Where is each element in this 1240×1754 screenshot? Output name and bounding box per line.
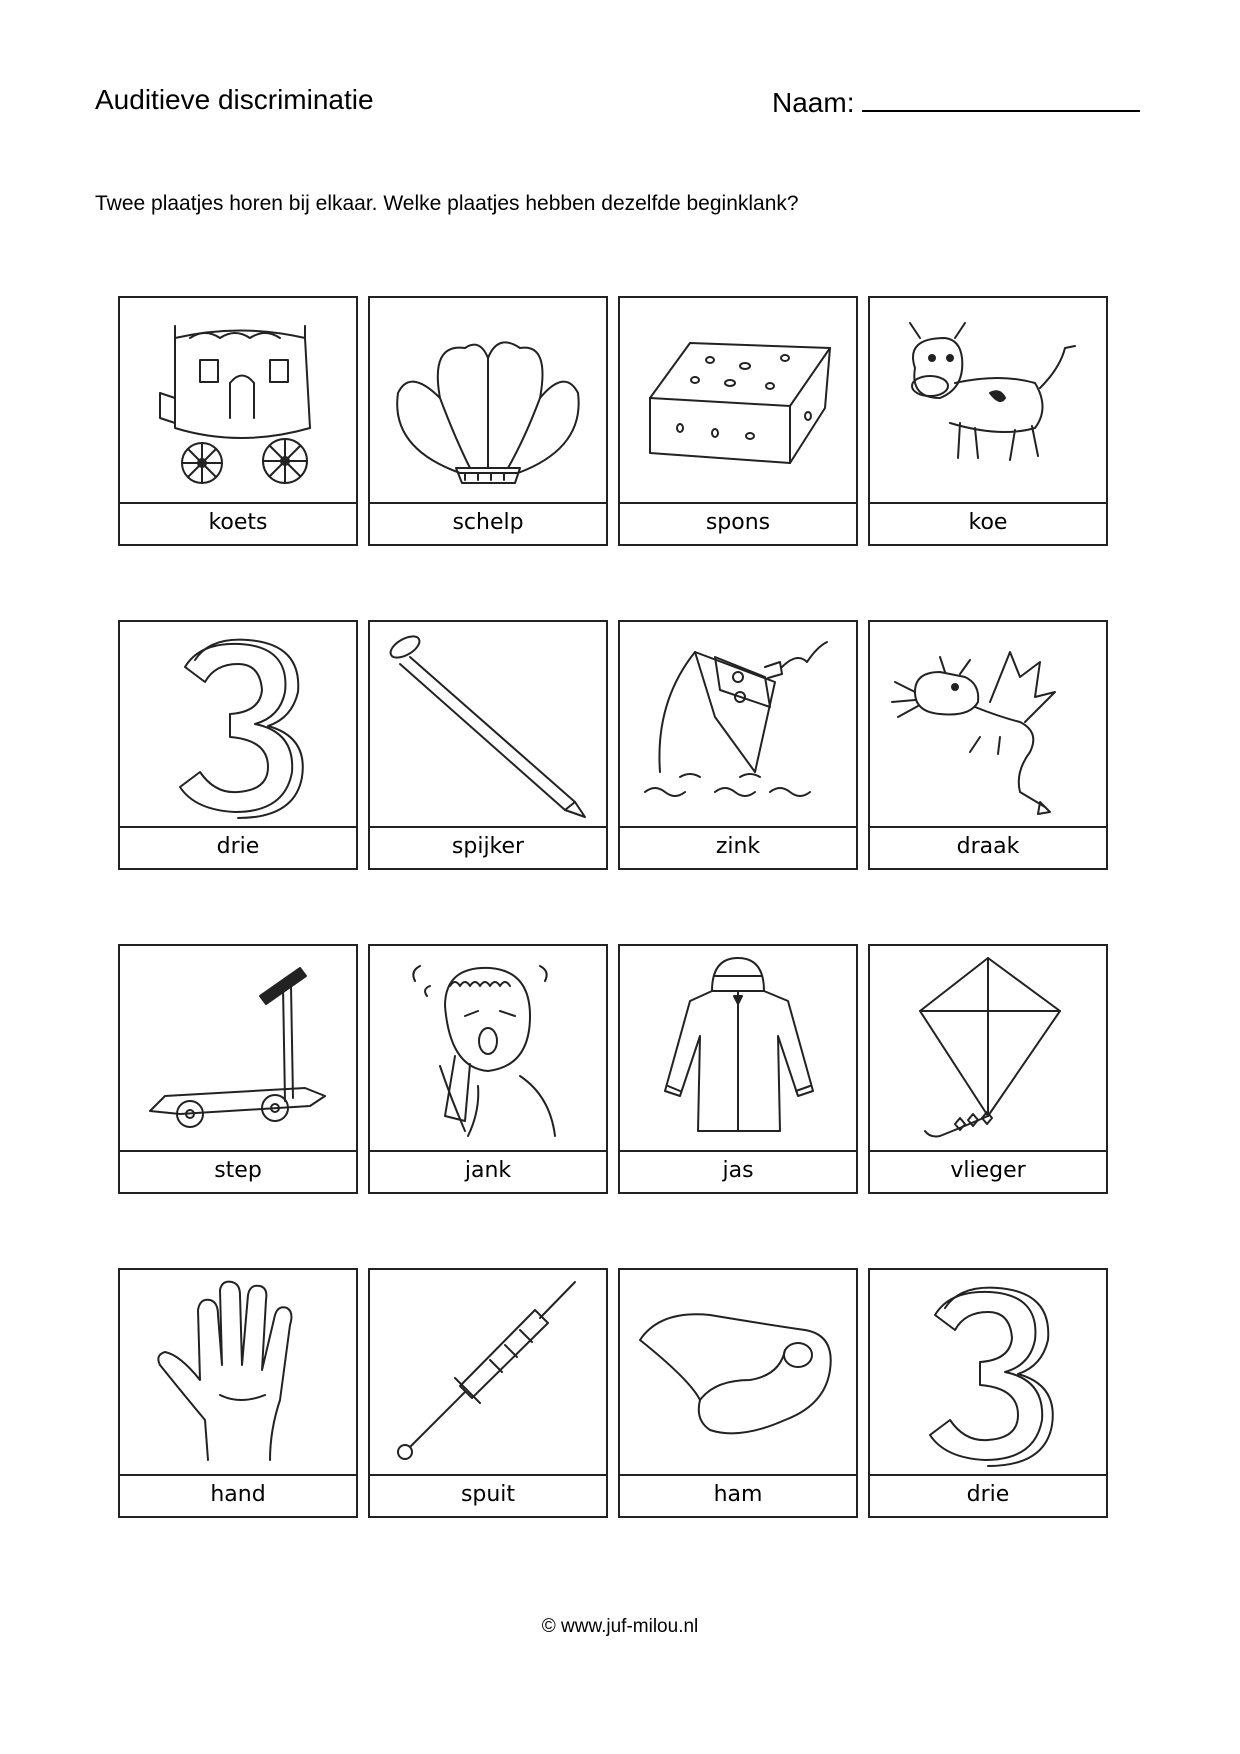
picture-label: drie	[870, 1474, 1106, 1516]
worksheet-title: Auditieve discriminatie	[95, 84, 374, 115]
picture-card[interactable]	[868, 944, 1108, 1194]
kite-icon	[870, 946, 1106, 1152]
sinking-ship-icon	[620, 622, 856, 828]
copyright-footer: © www.juf-milou.nl	[541, 1616, 699, 1637]
number-three-icon	[870, 1270, 1106, 1476]
name-line[interactable]	[862, 84, 1140, 112]
picture-label: ham	[620, 1474, 856, 1516]
cow-icon	[870, 298, 1106, 504]
sponge-icon	[620, 298, 856, 504]
picture-card[interactable]	[118, 296, 358, 546]
picture-label: vlieger	[870, 1150, 1106, 1192]
name-label: Naam:	[772, 87, 855, 118]
nail-icon	[370, 622, 606, 828]
picture-card[interactable]	[118, 620, 358, 870]
scooter-icon	[120, 946, 356, 1152]
picture-label: step	[120, 1150, 356, 1192]
picture-card[interactable]	[618, 620, 858, 870]
carriage-icon	[120, 298, 356, 504]
picture-label: jas	[620, 1150, 856, 1192]
picture-label: spijker	[370, 826, 606, 868]
picture-card[interactable]	[868, 1268, 1108, 1518]
ham-icon	[620, 1270, 856, 1476]
syringe-icon	[370, 1270, 606, 1476]
picture-card[interactable]	[368, 620, 608, 870]
picture-label: spuit	[370, 1474, 606, 1516]
picture-label: koets	[120, 502, 356, 544]
picture-label: jank	[370, 1150, 606, 1192]
dragon-icon	[870, 622, 1106, 828]
picture-label: zink	[620, 826, 856, 868]
picture-label: koe	[870, 502, 1106, 544]
picture-label: draak	[870, 826, 1106, 868]
picture-card[interactable]	[118, 1268, 358, 1518]
picture-label: hand	[120, 1474, 356, 1516]
picture-card[interactable]	[618, 1268, 858, 1518]
picture-card[interactable]	[618, 944, 858, 1194]
name-field[interactable]	[772, 84, 1140, 119]
picture-label: spons	[620, 502, 856, 544]
picture-card[interactable]	[618, 296, 858, 546]
picture-card[interactable]	[118, 944, 358, 1194]
picture-card[interactable]	[868, 296, 1108, 546]
picture-label: drie	[120, 826, 356, 868]
picture-card[interactable]	[368, 296, 608, 546]
picture-label: schelp	[370, 502, 606, 544]
picture-card[interactable]	[868, 620, 1108, 870]
instruction-text: Twee plaatjes horen bij elkaar. Welke plaatjes hebben dezelfde beginklank?	[95, 192, 799, 215]
shell-icon	[370, 298, 606, 504]
hand-icon	[120, 1270, 356, 1476]
picture-card[interactable]	[368, 944, 608, 1194]
picture-card[interactable]	[368, 1268, 608, 1518]
crying-boy-icon	[370, 946, 606, 1152]
number-three-icon	[120, 622, 356, 828]
coat-icon	[620, 946, 856, 1152]
